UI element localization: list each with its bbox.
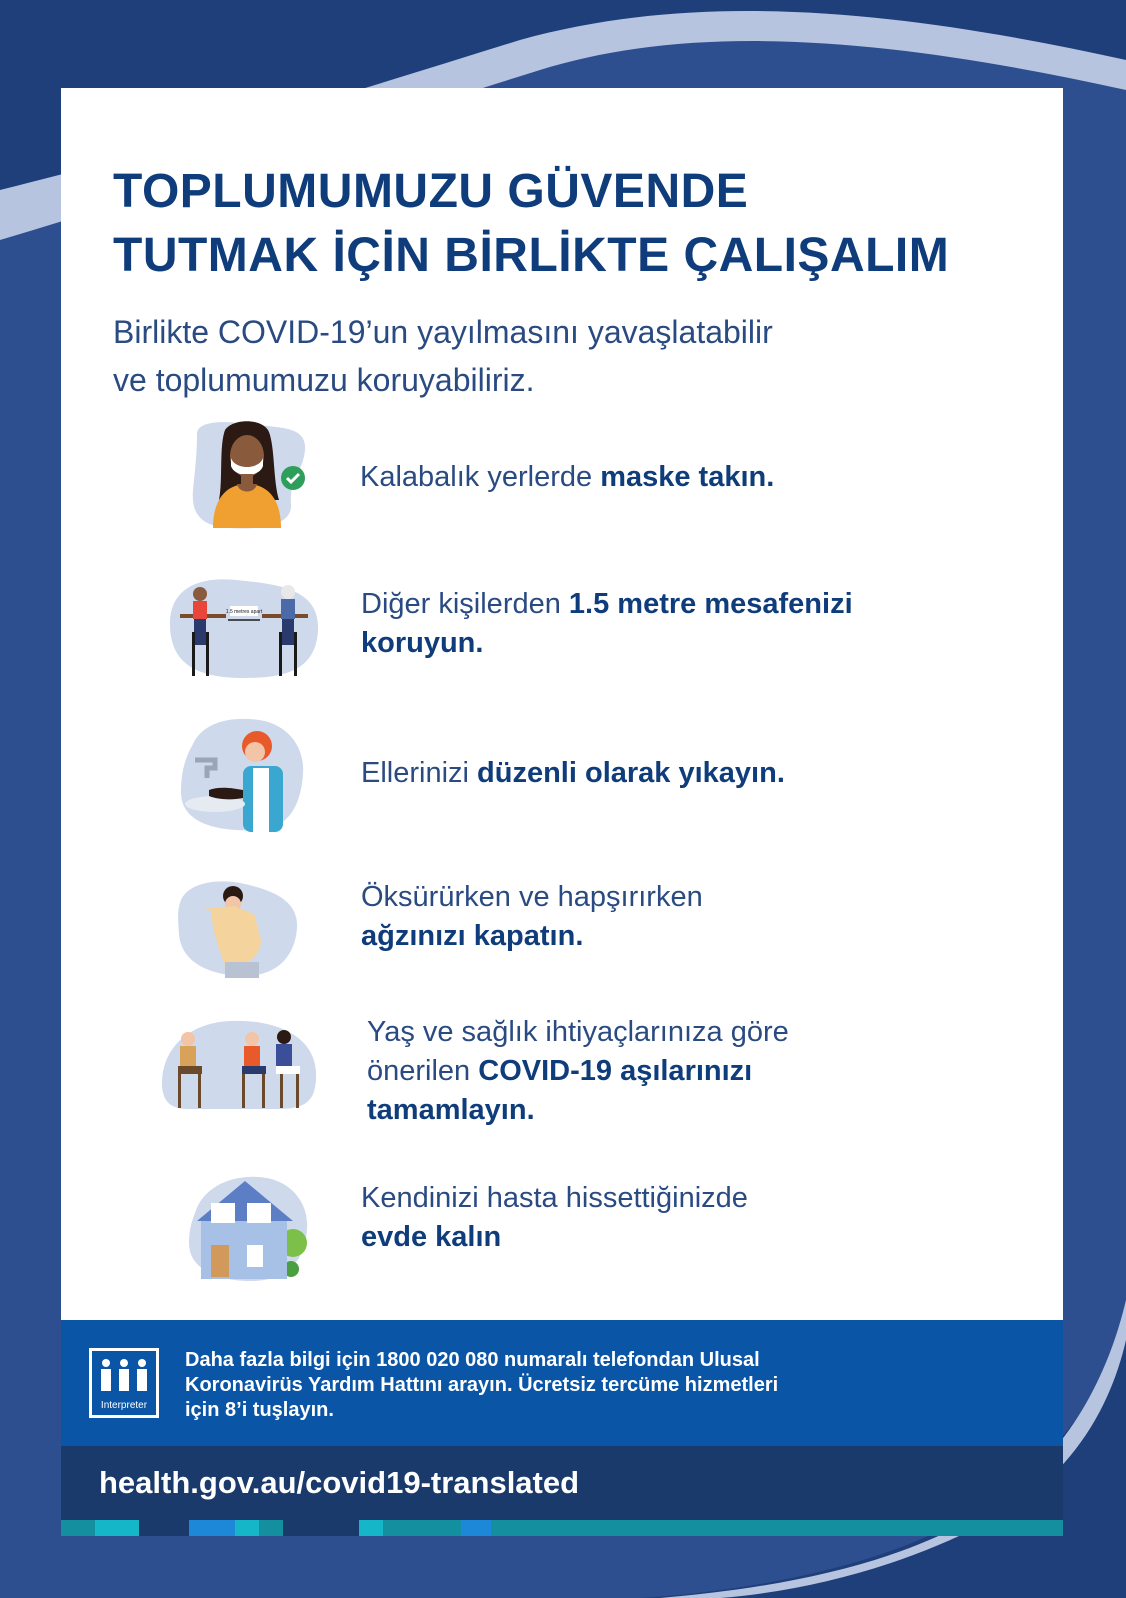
- subtitle-line-1: Birlikte COVID-19’un yayılmasını yavaşlatabilir: [113, 314, 773, 350]
- subtitle: [113, 308, 1013, 404]
- hand-washing-icon: [179, 716, 307, 836]
- advice-text-mask: Kalabalık yerlerde maske takın.: [360, 461, 775, 493]
- advice-text-vaccine: Yaş ve sağlık ihtiyaçlarınıza göre önerilen COVID-19 aşılarınızı tamamlayın.: [367, 1016, 789, 1126]
- distance-sign: 1.5 metres apart: [225, 609, 263, 615]
- interpreter-people-icon: [92, 1355, 156, 1399]
- vaccination-icon: [158, 1013, 318, 1111]
- social-distancing-icon: [166, 570, 322, 682]
- hotline-info-text: Daha fazla bilgi için 1800 020 080 numaralı telefondan Ulusal Koronavirüs Yardım Hattını arayın. Ücretsiz tercüme hizmetleri için 8’i tuşlayın.: [185, 1349, 779, 1421]
- hotline-info-bar: [61, 1320, 1063, 1446]
- poster-card: [61, 88, 1063, 1320]
- url-bar: [61, 1446, 1063, 1520]
- title-line-2: TUTMAK İÇİN BİRLİKTE ÇALIŞALIM: [113, 229, 950, 282]
- title-line-1: TOPLUMUMUZU GÜVENDE: [113, 165, 749, 218]
- interpreter-label: Interpreter: [100, 1400, 148, 1411]
- page-title: [113, 160, 1033, 288]
- woman-wearing-mask-icon: [189, 420, 309, 530]
- cough-into-elbow-icon: [175, 878, 301, 978]
- interpreter-logo: [89, 1348, 159, 1418]
- house-icon: [185, 1173, 311, 1283]
- advice-text-handwash: Ellerinizi düzenli olarak yıkayın.: [361, 757, 785, 789]
- advice-text-cough: Öksürürken ve hapşırırken ağzınızı kapatın.: [361, 881, 703, 952]
- color-stripe: [61, 1520, 1063, 1536]
- website-link[interactable]: health.gov.au/covid19-translated: [99, 1465, 580, 1500]
- advice-text-distance: Diğer kişilerden 1.5 metre mesafenizi koruyun.: [361, 588, 853, 659]
- advice-text-home: Kendinizi hasta hissettiğinizde evde kalın: [361, 1182, 748, 1253]
- subtitle-line-2: ve toplumumuzu koruyabiliriz.: [113, 362, 535, 398]
